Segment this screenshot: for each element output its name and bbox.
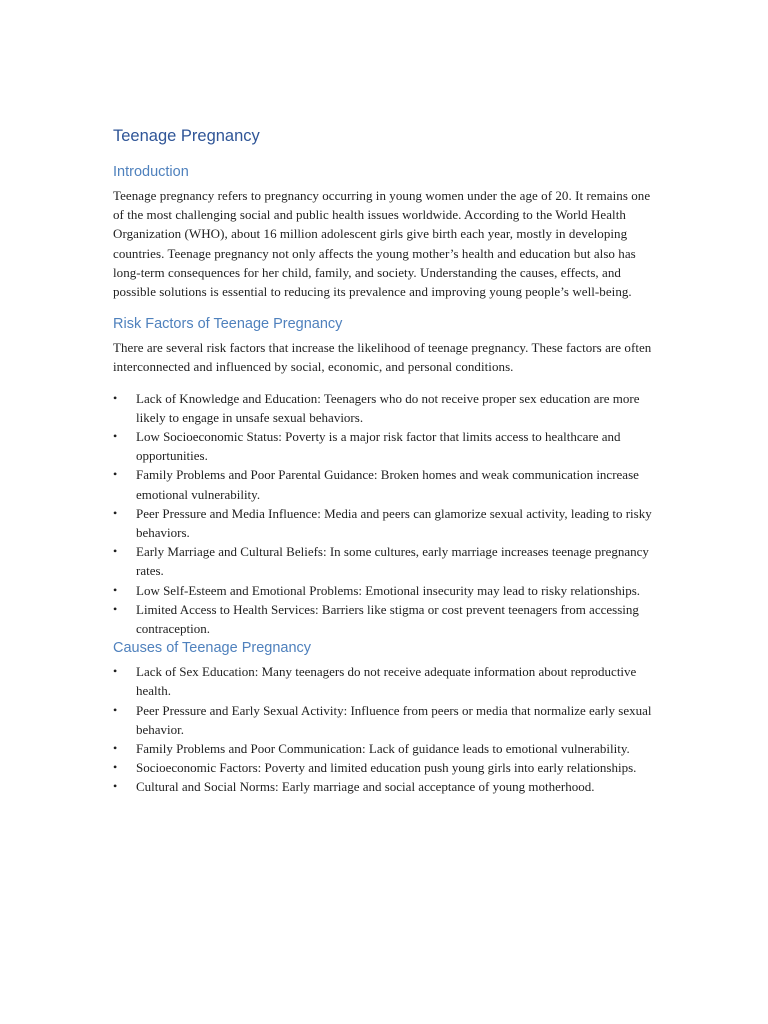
bullet-icon: • [113,429,118,444]
bullet-icon: • [113,601,118,616]
list-item [113,662,658,700]
bullet-icon: • [113,544,118,559]
risk-factors-heading: Risk Factors of Teenage Pregnancy [113,316,343,333]
list-item [113,427,658,465]
bullet-icon: • [113,702,118,717]
list-item-text: Family Problems and Poor Communication: Lack of guidance leads to emotional vulnerability. [136,741,630,757]
document-body [113,124,658,797]
causes-heading: Causes of Teenage Pregnancy [113,640,312,657]
bullet-icon: • [113,582,118,597]
list-item-text: Low Socioeconomic Status: Poverty is a major risk factor that limits access to healthcare and opportunities. [136,429,621,464]
list-item [113,600,658,638]
risk-factors-list [113,389,658,639]
list-item [113,739,658,758]
document-title: Teenage Pregnancy [113,127,260,145]
list-item [113,581,658,600]
list-item-text: Socioeconomic Factors: Poverty and limited education push young girls into early relationships. [136,760,637,776]
bullet-icon: • [113,467,118,482]
bullet-icon: • [113,664,118,679]
bullet-icon: • [113,760,118,775]
list-item [113,504,658,542]
list-item-text: Low Self-Esteem and Emotional Problems: Emotional insecurity may lead to risky relationships. [136,582,641,598]
list-item-text: Peer Pressure and Early Sexual Activity: Influence from peers or media that normalize early sexual behavior. [136,702,652,737]
introduction-paragraph: Teenage pregnancy refers to pregnancy occurring in young women under the age of 20. It remains one of the most challenging social and public health issues worldwide. According to the World Health Organization (WHO), about 16 million adolescent girls give birth each year, mostly in developing countries. Teenage pregnancy not only affects the young mother’s health and education but also has long-term consequences for her child, family, and society. Understanding the causes, effects, and possible solutions is essential to reducing its prevalence and improving young people’s well-being. [113,188,651,300]
bullet-icon: • [113,390,118,405]
list-item [113,389,658,427]
list-item [113,758,658,777]
list-item [113,777,658,796]
list-item [113,701,658,739]
list-item [113,542,658,580]
bullet-icon: • [113,779,118,794]
risk-factors-paragraph: There are several risk factors that increase the likelihood of teenage pregnancy. These factors are often interconnected and influenced by social, economic, and personal conditions. [113,340,652,375]
list-item-text: Limited Access to Health Services: Barriers like stigma or cost prevent teenagers from accessing contraception. [136,601,639,637]
list-item-text: Lack of Sex Education: Many teenagers do not receive adequate information about reproductive health. [136,664,637,699]
list-item-text: Lack of Knowledge and Education: Teenagers who do not receive proper sex education are more likely to engage in unsafe sexual behaviors. [136,390,640,425]
list-item [113,465,658,503]
introduction-heading: Introduction [113,164,189,180]
bullet-icon: • [113,741,118,756]
causes-list [113,662,658,796]
list-item-text: Family Problems and Poor Parental Guidance: Broken homes and weak communication increase emotional vulnerability. [136,467,639,502]
list-item-text: Cultural and Social Norms: Early marriage and social acceptance of young motherhood. [136,779,595,795]
list-item-text: Peer Pressure and Media Influence: Media and peers can glamorize sexual activity, leading to risky behaviors. [136,505,652,541]
list-item-text: Early Marriage and Cultural Beliefs: In some cultures, early marriage increases teenage pregnancy rates. [136,544,649,579]
bullet-icon: • [113,505,118,520]
